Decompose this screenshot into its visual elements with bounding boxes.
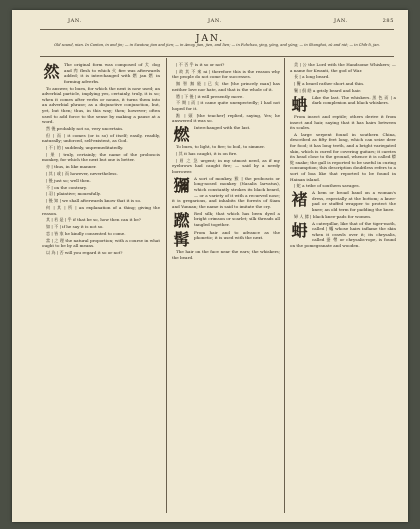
dictionary-entry [42,133,160,144]
dictionary-entry [42,205,160,216]
dictionary-entry [42,250,160,256]
entry-text: A hem or broad band on a woman's dress, especially at the bottom; a knee-pad or stuffed wrapper to protect the knee; an old term for padding the knee. [312,190,396,212]
dictionary-entry [172,211,280,229]
dictionary-entry [172,158,280,175]
column-divider [284,58,285,513]
dictionary-entry [290,214,396,220]
entry-text: To burn, to light, to fire; to boil, to simmer. [176,144,265,150]
headword-character: 蹨 [173,210,190,230]
dictionary-entry [42,62,160,84]
dictionary-entry [172,62,280,68]
dictionary-entry [290,95,396,113]
entry-text: | 鬢 a beard rather short and thin. [294,81,365,87]
headword-character: 蚦 [291,220,308,240]
entry-text: | 故 其 不 來 ni | therefore this is the reason why the people do not come for successes. [172,68,280,80]
dictionary-entry [42,126,160,132]
dictionary-entry [172,144,280,150]
entry-text: 但 | 而 | it comes (or is so) of itself; easily, readily, naturally; unforced, self-existent, as God. [42,132,160,144]
entry-text: 亦 | thus, in like manner. [46,164,97,170]
entry-text: | 其 it has caught, it is on fire. [176,151,238,157]
entry-text: 然 後 probably not so, very uncertain. [46,125,124,131]
entry-text: 無 智 無 能 | 已 矣 the [the princely man] has neither love nor hate, and that is the whole of it. [172,81,280,92]
dictionary-entry [42,185,160,191]
dictionary-entry [290,74,396,80]
entry-text: To answer, to burn, for which the next is now used; an adverbial particle, implying yes, certainly, truly, it is so; when it comes after verbs or nouns, it turns them into an adverbial phrase; as a disjunctive conjunction, but, yet, but then; thus, in this way; then; however; often used to add force to the sense by making a pause at a word. [42,85,160,125]
dictionary-entry [290,183,396,189]
dictionary-entry [42,171,160,177]
entry-text: 恋 | 皆 家 he kindly consented to come. [46,230,126,236]
headword-character: 獼 [173,175,190,195]
dictionary-entry [42,217,160,223]
entry-text: The original form was composed of 犬 dog and 肉 flesh to which 火 fire was afterwards added; it is interchanged with 燃 jan 燃 in forming adverbs. [64,62,160,84]
column-right [290,62,396,250]
headword-character: 髯 [173,229,190,249]
entry-text: | 羽 | plaintive; mournfully. [46,191,101,197]
entry-text: From insect and reptile; others derive it from insect and hair, saying that it has hairs between its scales. [290,113,396,131]
dictionary-entry [172,230,280,248]
dictionary-entry [42,191,160,197]
entry-text: 不 期 | 而 | it came quite unexpectedly; I had not hoped for it. [172,100,280,111]
entry-text: 如 | 不 | if he say it is not so. [46,224,104,230]
entry-text: | 不 | 的 | suddenly, unpremeditatedly. [46,145,124,151]
running-head-center: JAN. [208,18,222,24]
dictionary-entry [172,113,280,124]
entry-text: 婦 人 膝 | black knee-pads for women. [294,213,372,219]
page-number: 285 [382,18,394,24]
dictionary-entry [290,221,396,249]
dictionary-entry [172,69,280,80]
entry-text: | 後 知 | we shall afterwards know that it is so. [46,198,142,204]
dictionary-entry [42,224,160,230]
dictionary-entry [172,176,280,210]
entry-text: | 眉 之 急 urgent; in my utmost need, as if my eyebrows had caught fire; — said by a needy borrower. [172,157,280,174]
entry-text: | 其 | 或 | 而 however, nevertheless. [46,171,118,176]
headword-character: 蚺 [291,94,308,114]
dictionary-entry [172,249,280,260]
dictionary-entry [172,100,280,111]
headword-character: 然 [43,62,60,81]
dictionary-entry [290,132,396,182]
entry-text: 長 | a long beard. [294,74,330,80]
dictionary-entry [172,81,280,92]
entry-text: From hair and to advance as the phonetic; it is used with the next. [194,229,280,241]
entry-text: 何 | 其 | 所 | an explanation of a thing; giving the reason. [42,204,160,216]
entry-text: | 不 否 乎 is it so or not? [176,62,225,67]
dictionary-entry [290,62,396,73]
entry-text: 將 | 下 後 | it will presently move. [176,93,244,99]
entry-text: Red silk; that which has been dyed a bright crimson or scarlet; silk threads all tangled together. [194,210,280,227]
dictionary-page [12,10,408,522]
column-left [42,62,160,257]
entry-text: 不 | on the contrary. [46,184,87,190]
entry-text: Interchanged with the last. [194,125,251,131]
dictionary-entry [290,88,396,94]
column-middle [172,62,280,261]
dictionary-entry [42,238,160,249]
dictionary-entry [290,190,396,212]
entry-text: | 蛇 a tribe of southern savages. [294,183,360,189]
entry-text: | 後 just so; well then. [46,177,91,183]
entry-text: The hair on the face near the ears; the whiskers; the beard. [172,248,280,260]
column-divider [166,58,167,513]
headword-character: 燃 [173,125,190,145]
dictionary-entry [42,86,160,125]
entry-title: JAN. [195,34,225,44]
dictionary-entry [172,125,280,143]
section-rule [40,56,394,57]
entry-text: A large serpent found in southern China, described as fifty feet long, which can seize deer for food; it has long teeth, and a bright variegated skin, which is cured for covering guitars; it carries its head close to the ground, whence it is called 蟒 蛇 snake; the gall is reported to be useful in curing consumption; this description doubtless refers to a sort of boa like that reported to be found in Hainan island. [290,131,396,182]
entry-text: 鬢 | 俱 皓 a grisly beard and hair. [294,87,362,93]
dictionary-entry [290,114,396,131]
running-head-right: JAN. [334,18,348,24]
dictionary-entry [42,178,160,184]
dictionary-entry [42,145,160,151]
entry-text: | 果 | truly, certainly; the name of the proboscis monkey, for which the next but one is better. [42,151,160,163]
dictionary-entry [42,198,160,204]
headword-character: 褚 [291,190,308,210]
pronunciation-note: Old sound, nian. In Canton, in and jin; — in Swatow, jian and jien; — in Amoy, jian, jien, and lien; — in Fuhchau, ying, yöng, and yüng; — in Shanghai, zü and nié; — in Chih-li, jan. [54,43,380,47]
top-rule [40,29,394,30]
entry-text: 當 | 之 理 the natural proportion; with a course in what ought to be by all means. [42,237,160,249]
running-head-left: JAN. [68,18,82,24]
entry-text: 其 | 若 是 | 乎 if that be so, how then can it be? [46,217,141,223]
entry-text: Like the last. The whiskers. 黑 色 而 | a dark complexion and black whiskers. [312,94,396,106]
dictionary-entry [42,152,160,163]
dictionary-entry [42,164,160,170]
dictionary-entry [42,231,160,237]
entry-text: A sort of monkey, 猴 | the proboscis or long-nosed monkey (Nasalis larvatus), which constantly strokes its black beard, — or a variety of it with a recurved nose; it is gregarious, and inhabits the forests of Siam and Yunnan; the name is said to imitate the cry. [172,175,280,209]
entry-text: 以 為 | 否 will you regard it so or not? [46,250,123,255]
entry-text: 點 | 頭 [the teacher] replied, saying, Yes; he answered it was so. [172,112,280,124]
entry-text: A caterpillar, like that of the tiger-moth, called | 蟻 whose hairs inflame the skin when it crawls over it; its chrysalis, called 蚕 帶 or chrysalis-rope, is found on the pomegranate and wooden. [290,220,396,248]
entry-text: 美 | 公 the Lord with the Handsome Whiskers; — a name for Kwanti, the god of War. [290,62,396,73]
dictionary-entry [290,81,396,87]
dictionary-entry [172,151,280,157]
dictionary-entry [172,94,280,100]
